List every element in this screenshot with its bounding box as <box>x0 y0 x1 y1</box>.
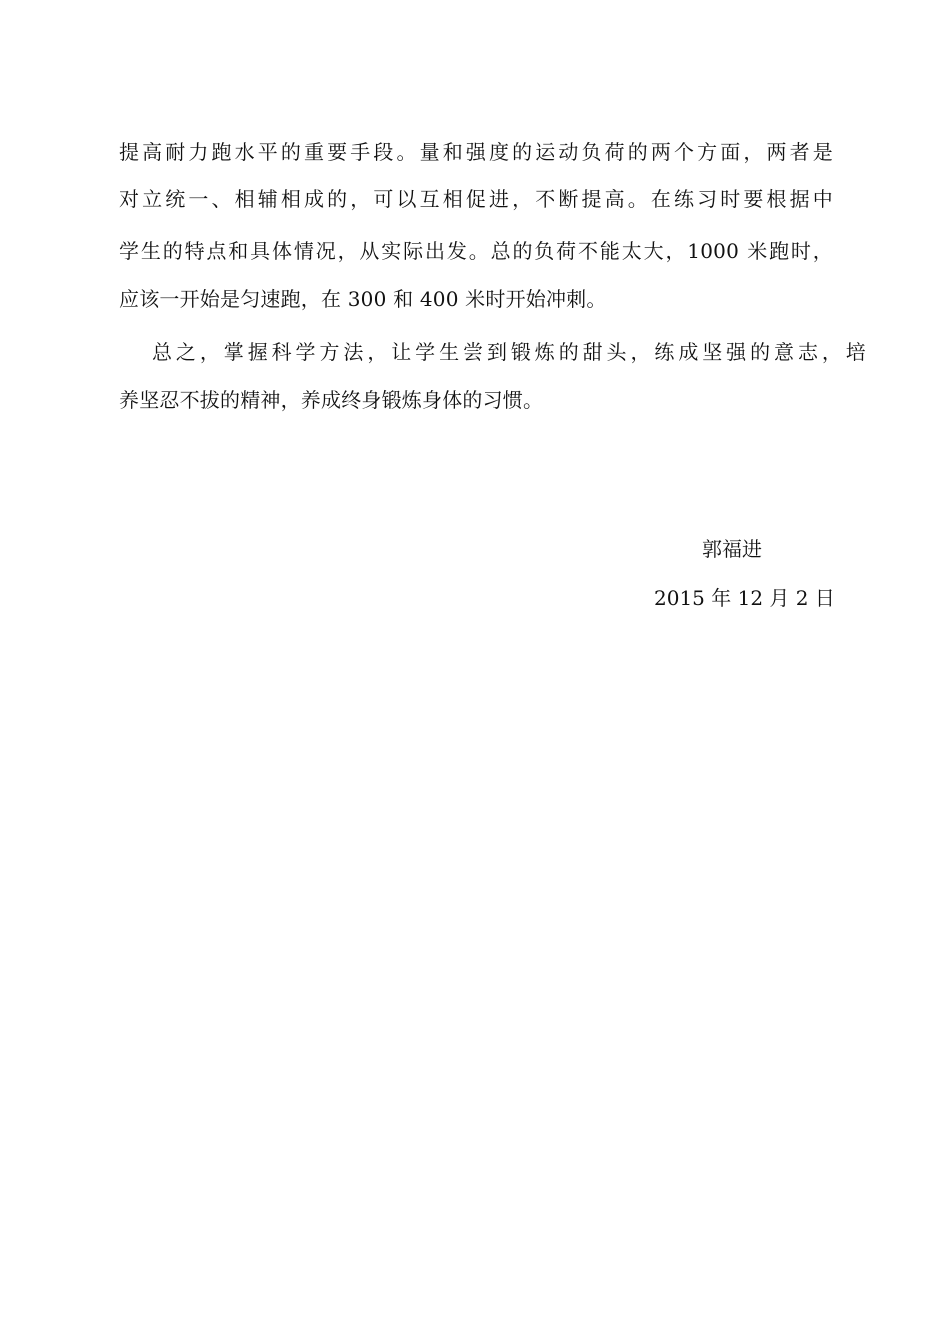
document-date: 2015 年 12 月 2 日 <box>654 586 835 610</box>
paragraph-1-line-1: 提高耐力跑水平的重要手段。量和强度的运动负荷的两个方面，两者是 <box>119 140 833 164</box>
paragraph-1-line-3: 学生的特点和具体情况，从实际出发。总的负荷不能太大，1000 米跑时， <box>119 239 833 263</box>
paragraph-2-line-1: 总之，掌握科学方法，让学生尝到锻炼的甜头，练成坚强的意志，培 <box>152 340 866 364</box>
paragraph-1-line-2: 对立统一、相辅相成的，可以互相促进，不断提高。在练习时要根据中 <box>119 187 833 211</box>
author-signature: 郭福进 <box>702 537 762 561</box>
paragraph-1-line-4: 应该一开始是匀速跑，在 300 和 400 米时开始冲刺。 <box>119 287 607 311</box>
paragraph-2-line-2: 养坚忍不拔的精神，养成终身锻炼身体的习惯。 <box>119 388 544 412</box>
